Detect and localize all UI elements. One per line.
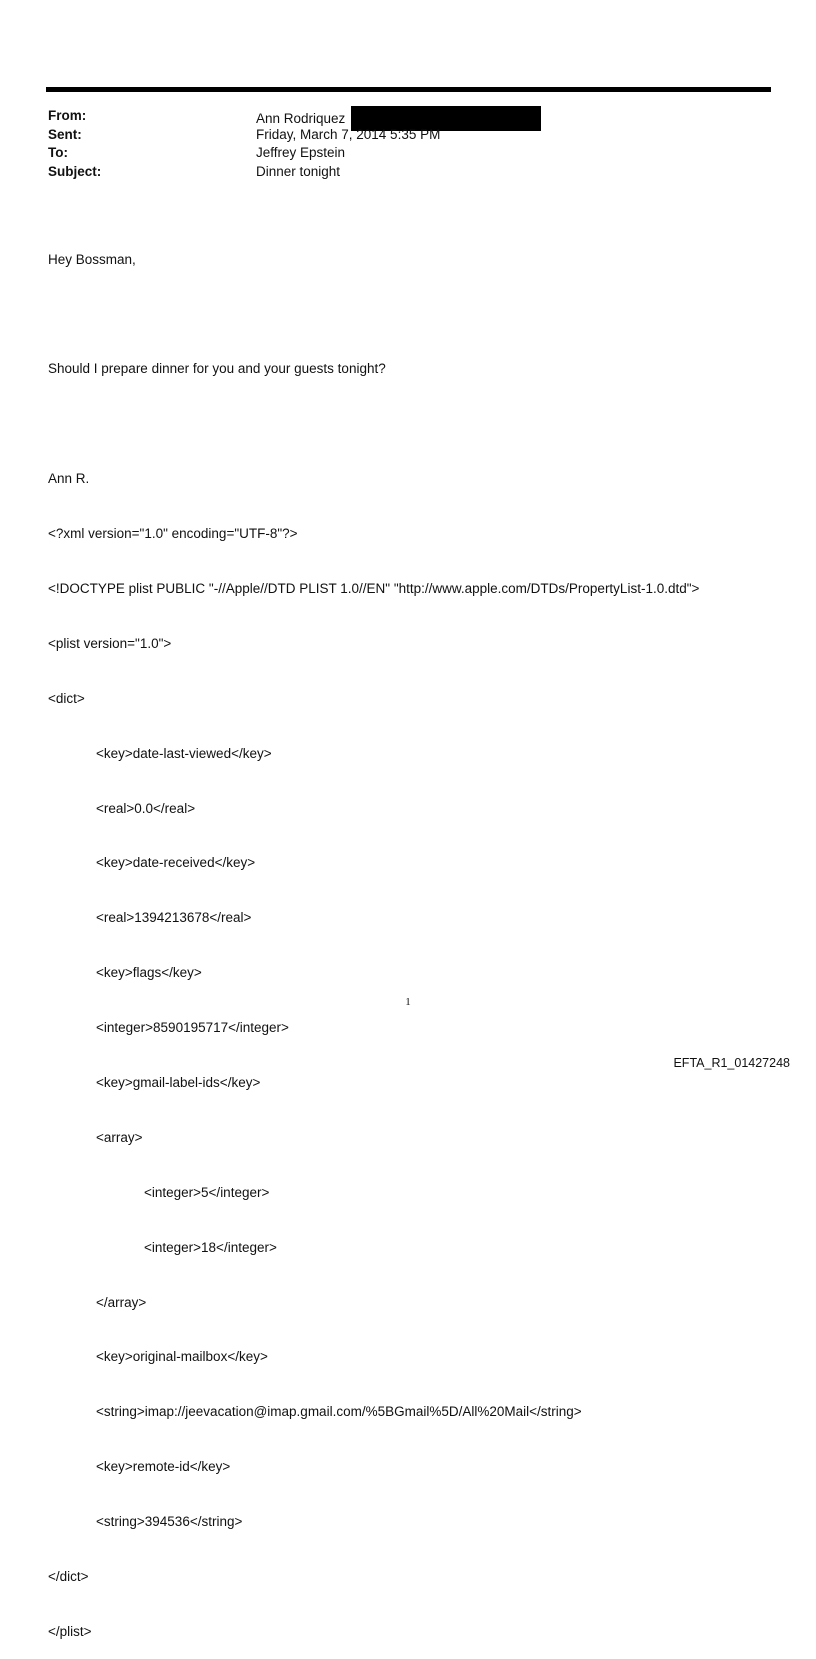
subject-value: Dinner tonight bbox=[256, 163, 341, 179]
plist-line: <plist version="1.0"> bbox=[48, 635, 172, 651]
email-body bbox=[48, 214, 788, 1659]
header-divider bbox=[46, 87, 771, 92]
plist-line: <integer>5</integer> bbox=[144, 1184, 270, 1200]
to-value: Jeffrey Epstein bbox=[256, 145, 346, 160]
sent-row bbox=[48, 126, 748, 145]
plist-line: <key>flags</key> bbox=[96, 965, 202, 981]
from-label: From: bbox=[48, 108, 87, 123]
plist-line: <real>1394213678</real> bbox=[96, 910, 252, 926]
sent-value: Friday, March 7, 2014 5:35 PM bbox=[256, 126, 441, 142]
plist-line: <integer>8590195717</integer> bbox=[96, 1020, 289, 1036]
blank-line bbox=[48, 415, 788, 433]
greeting: Hey Bossman, bbox=[48, 251, 136, 267]
plist-line: </dict> bbox=[48, 1568, 89, 1584]
subject-label: Subject: bbox=[48, 163, 102, 179]
plist-line: <dict> bbox=[48, 690, 85, 706]
sender-name: Ann Rodriquez bbox=[256, 111, 346, 127]
plist-line: <key>gmail-label-ids</key> bbox=[96, 1074, 261, 1090]
plist-line: </array> bbox=[96, 1294, 147, 1310]
plist-line: <real>0.0</real> bbox=[96, 800, 196, 816]
plist-line: <key>date-last-viewed</key> bbox=[96, 745, 272, 761]
plist-line: </plist> bbox=[48, 1623, 92, 1639]
from-row bbox=[48, 107, 748, 126]
sent-label: Sent: bbox=[48, 126, 82, 142]
plist-line: <integer>18</integer> bbox=[144, 1239, 277, 1255]
to-label: To: bbox=[48, 145, 68, 160]
plist-line: <string>394536</string> bbox=[96, 1514, 243, 1530]
plist-line: <!DOCTYPE plist PUBLIC "-//Apple//DTD PLIST 1.0//EN" "http://www.apple.com/DTDs/PropertyList-1.0.dtd"> bbox=[48, 580, 700, 596]
plist-line: <key>original-mailbox</key> bbox=[96, 1349, 268, 1365]
message-text: Should I prepare dinner for you and your guests tonight? bbox=[48, 361, 386, 377]
plist-line: <?xml version="1.0" encoding="UTF-8"?> bbox=[48, 526, 298, 542]
to-row bbox=[48, 144, 748, 163]
plist-line: <array> bbox=[96, 1129, 143, 1145]
email-header bbox=[48, 107, 748, 181]
subject-row bbox=[48, 163, 748, 182]
document-id: EFTA_R1_01427248 bbox=[673, 1056, 790, 1070]
blank-line bbox=[48, 305, 788, 323]
plist-line: <string>imap://jeevacation@imap.gmail.com/%5BGmail%5D/All%20Mail</string> bbox=[96, 1404, 582, 1420]
page-number: 1 bbox=[405, 996, 411, 1008]
plist-line: <key>remote-id</key> bbox=[96, 1459, 231, 1475]
signature: Ann R. bbox=[48, 471, 90, 487]
plist-line: <key>date-received</key> bbox=[96, 855, 256, 871]
